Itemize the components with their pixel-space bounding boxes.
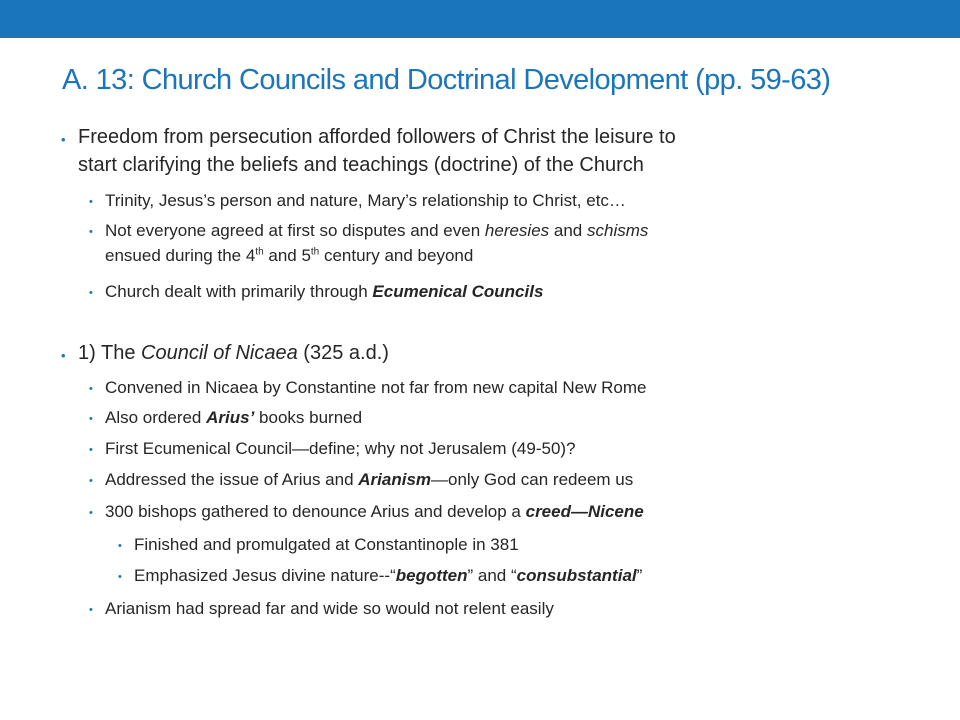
bullet-text: Not everyone agreed at first so disputes and even	[105, 221, 485, 240]
bullet-text: and	[549, 221, 587, 240]
sub-bullet-trinity	[89, 191, 626, 211]
term-council-of-nicaea: Council of Nicaea	[141, 342, 298, 364]
bullet-text: ” and “	[467, 566, 517, 585]
term-arianism: Arianism	[358, 470, 432, 489]
bullet-icon: •	[89, 383, 93, 395]
sub-bullet-first-council	[89, 439, 576, 459]
bullet-text: Trinity, Jesus’s person and nature, Mary’s relationship to Christ, etc…	[105, 191, 626, 210]
bullet-nicaea	[61, 342, 389, 365]
bullet-text: start clarifying the beliefs and teachings (doctrine) of the Church	[78, 154, 644, 176]
bullet-text: 300 bishops gathered to denounce Arius and develop a	[105, 502, 526, 521]
bullet-icon: •	[89, 507, 93, 519]
bullet-text: ”	[636, 566, 643, 585]
sub-bullet-bishops	[89, 502, 644, 522]
bullet-text: Addressed the issue of Arius and	[105, 470, 359, 489]
superscript: th	[310, 246, 320, 258]
bullet-text: First Ecumenical Council—define; why not Jerusalem (49-50)?	[105, 439, 576, 458]
term-schisms: schisms	[586, 221, 649, 240]
bullet-freedom	[61, 126, 676, 149]
bullet-icon: •	[89, 226, 93, 238]
bullet-text: Also ordered	[105, 408, 207, 427]
bullet-icon: •	[89, 604, 93, 616]
bullet-text: century and beyond	[319, 246, 474, 265]
term-creed-nicene: creed—Nicene	[525, 502, 644, 521]
sub-bullet-arianism	[89, 470, 634, 490]
superscript: th	[255, 246, 264, 258]
sub-bullet-disputes	[89, 221, 649, 241]
bullet-text: 1) The	[78, 342, 141, 364]
bullet-text: —only God can redeem us	[431, 470, 634, 489]
slide-title: A. 13: Church Councils and Doctrinal Development (pp. 59-63)	[62, 64, 831, 96]
bullet-text: Emphasized Jesus divine nature--“	[134, 566, 396, 585]
bullet-icon: •	[118, 540, 122, 552]
bullet-icon: •	[89, 475, 93, 487]
bullet-icon: •	[61, 348, 66, 363]
sub-bullet-convened	[89, 378, 647, 398]
term-arius: Arius’	[206, 408, 255, 427]
bullet-text: Arianism had spread far and wide so would not relent easily	[105, 599, 554, 618]
sub-bullet-books-burned	[89, 408, 363, 428]
bullet-text: (325 a.d.)	[297, 342, 389, 364]
term-consubstantial: consubstantial	[516, 566, 637, 585]
bullet-icon: •	[89, 444, 93, 456]
bullet-freedom-continued	[78, 154, 644, 177]
term-begotten: begotten	[395, 566, 468, 585]
sub-sub-bullet-divine-nature	[118, 566, 643, 586]
bullet-text: and 5	[263, 246, 311, 265]
sub-bullet-ecumenical	[89, 282, 544, 302]
bullet-text: Convened in Nicaea by Constantine not far from new capital New Rome	[105, 378, 647, 397]
term-ecumenical-councils: Ecumenical Councils	[372, 282, 544, 301]
bullet-icon: •	[61, 132, 66, 147]
bullet-icon: •	[89, 196, 93, 208]
sub-sub-bullet-constantinople	[118, 535, 519, 555]
bullet-icon: •	[118, 571, 122, 583]
term-heresies: heresies	[484, 221, 550, 240]
bullet-icon: •	[89, 287, 93, 299]
bullet-text: Freedom from persecution afforded followers of Christ the leisure to	[78, 126, 676, 148]
sub-bullet-disputes-continued	[105, 246, 473, 266]
sub-bullet-spread	[89, 599, 554, 619]
bullet-text: books burned	[254, 408, 363, 427]
bullet-text: Finished and promulgated at Constantinople in 381	[134, 535, 519, 554]
bullet-icon: •	[89, 413, 93, 425]
bullet-text: Church dealt with primarily through	[105, 282, 373, 301]
top-accent-bar	[0, 0, 960, 38]
bullet-text: ensued during the 4	[105, 246, 256, 265]
